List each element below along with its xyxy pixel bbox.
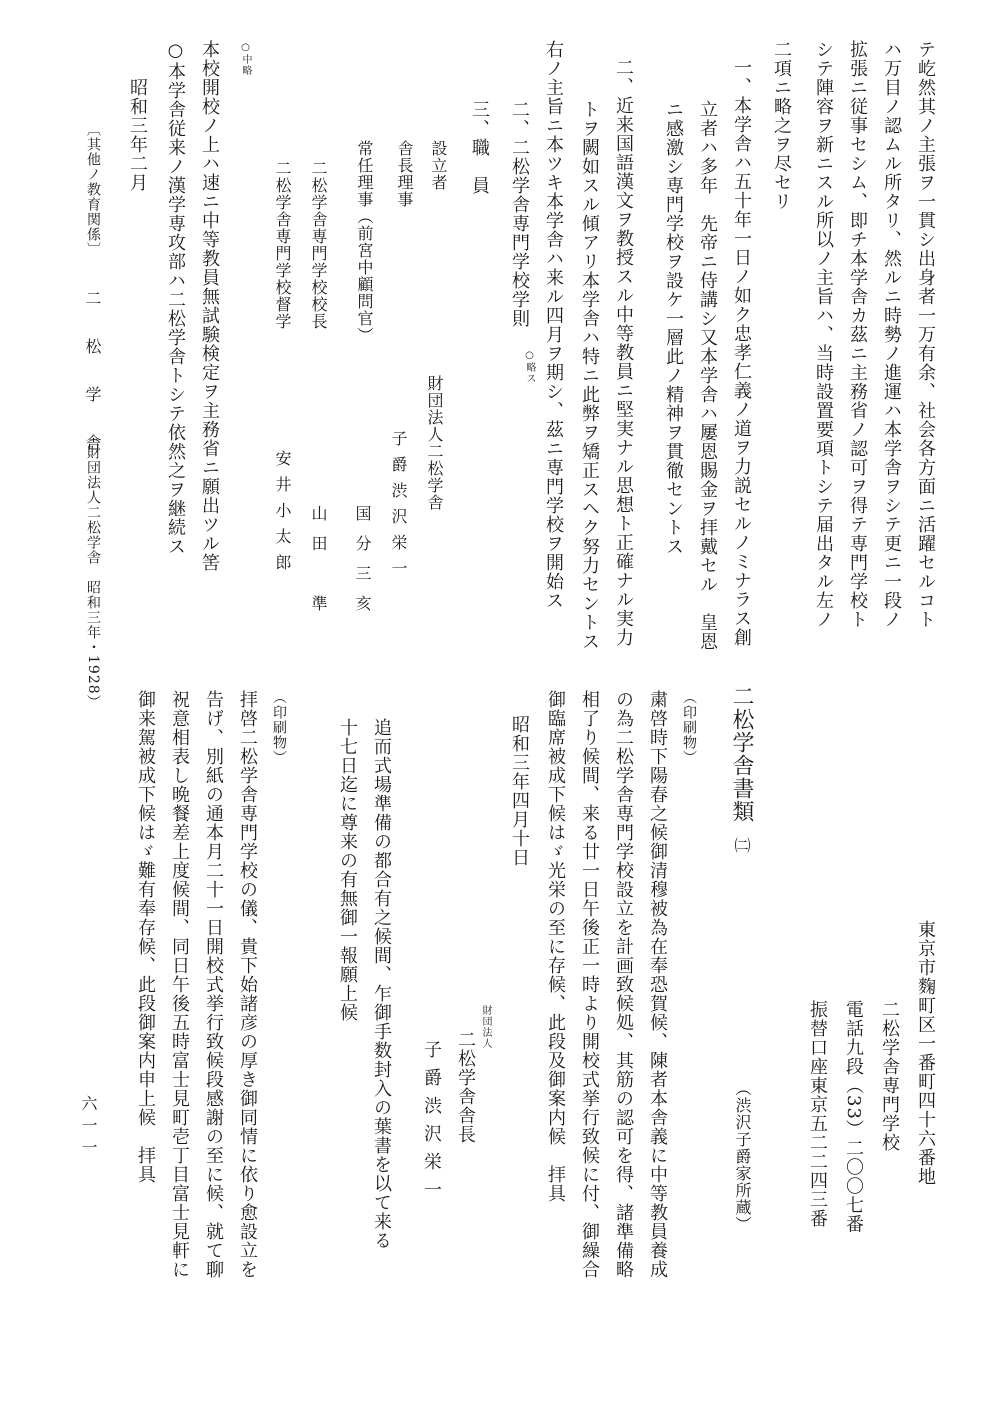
- item-1-line-3: ニ感激シ専門学校ヲ設ケ一層此ノ精神ヲ貫徹セントス: [663, 100, 684, 556]
- item-1-line-1: 一、本学舎ハ五十年一日ノ如ク忠孝仁義ノ道ヲ力説セルノミナラス創: [731, 58, 752, 647]
- postscript-line-1: 追而式場準備の都合有之候間、乍御手数封入の葉書を以て来る: [371, 718, 392, 1250]
- school-name: 二松学舎専門学校: [879, 1000, 900, 1152]
- staff-name-chairman: 子爵渋沢栄一: [389, 430, 408, 586]
- body-line-2: ハ万目ノ認ムル所タリ、然ルニ時勢ノ進運ハ本学舎ヲシテ更ニ一段ノ: [881, 40, 902, 629]
- staff-role-chairman: 舎長理事: [395, 140, 414, 208]
- staff-name-director: 国分三亥: [353, 505, 372, 625]
- printed-label-2: （印刷物）: [271, 690, 287, 765]
- letter-2-line-3: 祝意相表し晩餐差上度候間、同日午後五時富士見町壱丁目富士見軒に: [169, 690, 190, 1279]
- source-detail: （財団法人二松学舎 昭和三年・1928）: [85, 430, 101, 710]
- rules-heading: 二、二松学舎専門学校学則: [509, 100, 530, 328]
- staff-name-principal: 山田 準: [309, 505, 328, 625]
- letter-1-line-3: 相了り候間、来る廿一日午後正一時より開校式挙行致候に付、御繰合: [579, 690, 600, 1279]
- provenance-note: （渋沢子爵家所蔵）: [733, 1080, 752, 1233]
- letter-1-line-1: 粛啓時下陽春之候御清穆被為在奉恐賀候、陳者本舎義に中等教員養成: [647, 690, 668, 1279]
- mid-omitted-note: ○中略: [240, 42, 251, 76]
- source-category: 〔其他ノ教育関係〕: [85, 122, 101, 257]
- item-2-line-1: 二、近来国語漢文ヲ教授スル中等教員ニ堅実ナル思想ト正確ナル実力: [613, 58, 634, 647]
- letter-1-date: 昭和三年四月十日: [509, 715, 530, 867]
- item-2-line-2: トヲ闕如スル傾アリ本学舎ハ特ニ此弊ヲ矯正スヘク努力セントス: [579, 100, 600, 651]
- section-title-text: 二松学舎書類: [729, 685, 754, 823]
- summary-line: 右ノ主旨ニ本ツキ本学舎ハ来ル四月ヲ期シ、茲ニ専門学校ヲ開始ス: [543, 40, 564, 610]
- body-line-5: 二項ニ略之ヲ尽セリ: [771, 40, 792, 211]
- postscript-line-2: 十七日迄に尊来の有無御一報願上候: [337, 718, 358, 1022]
- letter-2-line-1: 拝啓二松学舎専門学校の儀、貴下始諸彦の厚き御同情に依り愈設立を: [237, 690, 258, 1279]
- staff-name-founder: 財団法人二松学舎: [425, 375, 444, 511]
- body-line-1: テ屹然其ノ主張ヲ一貫シ出身者一万有余、社会各方面ニ活躍セルコト: [915, 40, 936, 629]
- sender-name: 子爵渋沢栄一: [421, 1040, 442, 1208]
- source-name: 二 松 学 舎: [83, 290, 102, 458]
- closing-line-2: ○本学舎従来ノ漢学専攻部ハ二松学舎トシテ依然之ヲ継続ス: [165, 40, 186, 556]
- staff-role-principal: 二松学舎専門学校校長: [309, 160, 328, 330]
- school-address: 東京市麴町区一番町四十六番地: [915, 920, 936, 1186]
- staff-heading: 三、職 員: [469, 100, 490, 195]
- staff-role-director: 常任理事（前宮中顧問官）: [355, 140, 374, 344]
- body-line-3: 拡張ニ従事セシム、即チ本学舎カ茲ニ主務省ノ認可ヲ得テ専門学校ト: [847, 40, 868, 629]
- letter-1-line-2: の為二松学舎専門学校設立を計画致候処、其筋の認可を得、諸準備略: [613, 690, 634, 1279]
- letter-2-line-2: 告げ、別紙の通本月二十一日開校式挙行致候段感謝の至に候、就て聊: [203, 690, 224, 1279]
- page-number: 六一一: [79, 1095, 98, 1161]
- staff-role-supervisor: 二松学舎専門学校督学: [273, 160, 292, 330]
- printed-label-1: （印刷物）: [681, 690, 697, 765]
- letter-2-line-4: 御来駕被成下候はゞ難有奉存候、此段御案内申上候 拝具: [135, 690, 156, 1184]
- rules-omitted-note: ○略ス: [524, 350, 535, 384]
- school-account: 振替口座東京五二二四三番: [807, 1000, 828, 1228]
- body-line-4: シテ陣容ヲ新ニスル所以ノ主旨ハ、当時設置要項トシテ届出タル左ノ: [813, 40, 834, 629]
- school-phone: 電話九段（33）二〇〇七番: [843, 1000, 864, 1234]
- section-title-number: ㈡: [732, 837, 751, 854]
- sender-title: 二松学舎舎長: [455, 1030, 476, 1144]
- staff-role-founder: 設立者: [429, 140, 448, 191]
- section-title: [729, 685, 753, 854]
- sender-org: 財団法人: [480, 1005, 491, 1049]
- item-1-line-2: 立者ハ多年 先帝ニ侍講シ又本学舎ハ屢恩賜金ヲ拝戴セル 皇恩: [697, 100, 718, 651]
- letter-1-line-4: 御臨席被成下候はゞ光栄の至に存候、此段及御案内候 拝具: [545, 690, 566, 1203]
- closing-line-1: 本校開校ノ上ハ速ニ中等教員無試験検定ヲ主務省ニ願出ツル筈: [199, 40, 220, 572]
- document-date: 昭和三年二月: [127, 78, 148, 192]
- staff-name-supervisor: 安井小太郎: [273, 450, 292, 580]
